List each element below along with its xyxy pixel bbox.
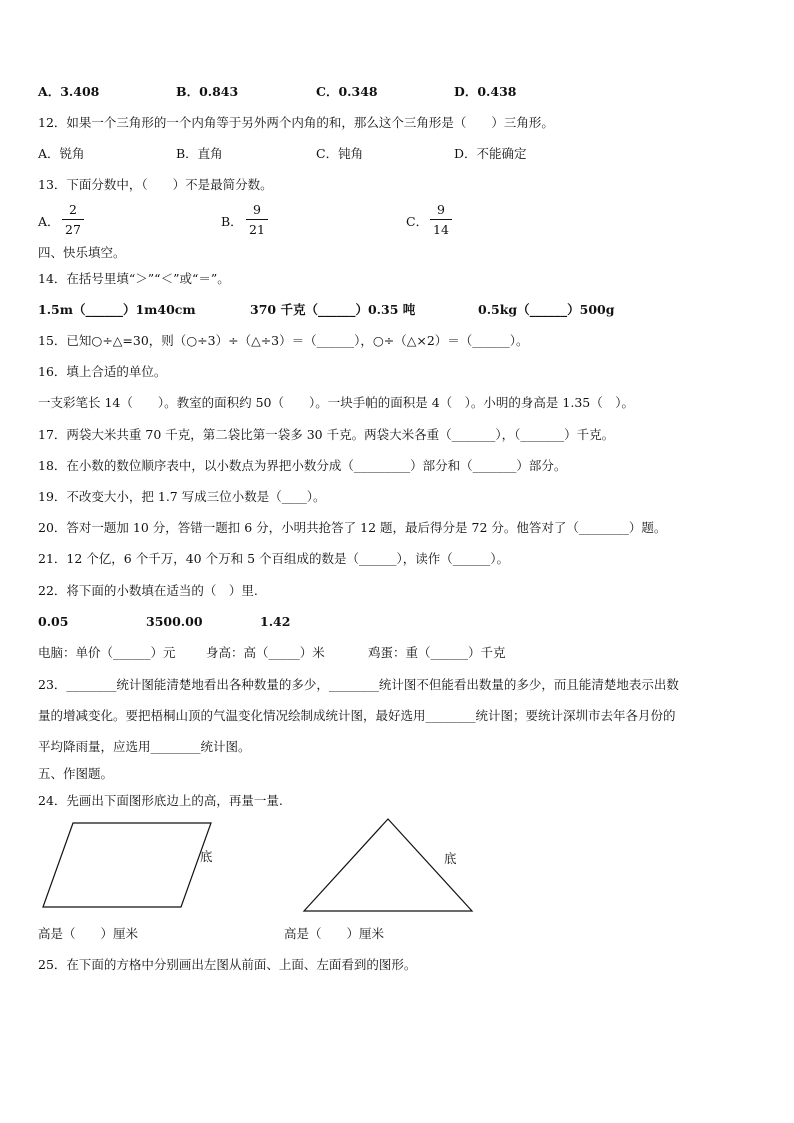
- q24-answer-parallelogram: 高是（ ）厘米: [38, 926, 139, 941]
- q12-option-c: C．钝角: [316, 146, 364, 161]
- q14-text: 14．在括号里填“＞”“＜”或“＝”。: [38, 271, 230, 286]
- fraction-denominator: 27: [65, 222, 81, 237]
- q14-item-1: 1.5m（______）1m40cm: [38, 302, 196, 317]
- q22-number-2: 3500.00: [146, 614, 203, 629]
- q16-text: 16．填上合适的单位。: [38, 364, 167, 379]
- q22-text: 22．将下面的小数填在适当的（ ）里.: [38, 583, 258, 598]
- parallelogram-base-label: 底: [200, 849, 213, 864]
- fraction-numerator: 9: [437, 202, 445, 217]
- q21-text: 21．12 个亿，6 个千万，40 个万和 5 个百组成的数是（______），读作（______）。: [38, 551, 509, 566]
- fraction-denominator: 14: [433, 222, 449, 237]
- q23-line-2: 量的增减变化。要把梧桐山顶的气温变化情况绘制成统计图，最好选用________统计图；要统计深圳市去年各月份的: [38, 708, 676, 723]
- q12-option-d: D．不能确定: [454, 146, 527, 161]
- q19-text: 19．不改变大小，把 1.7 写成三位小数是（____）。: [38, 489, 326, 504]
- q13-option-c-label: C．: [406, 214, 429, 229]
- section-4-heading: 四、快乐填空。: [38, 245, 126, 260]
- q24-answer-triangle: 高是（ ）厘米: [284, 926, 385, 941]
- q23-line-1: 23．________统计图能清楚地看出各种数量的多少，________统计图不但能看出数量的多少，而且能清楚地表示出数: [38, 677, 679, 692]
- q16-line: 一支彩笔长 14（ ）。教室的面积约 50（ ）。一块手帕的面积是 4（ ）。小明的身高是 1.35（ ）。: [38, 395, 634, 410]
- q14-item-3: 0.5kg（______）500g: [478, 302, 615, 317]
- q11-option-a: A．3.408: [38, 84, 100, 99]
- q15-text: 15．已知○÷△=30，则（○÷3）÷（△÷3）＝（______），○÷（△×2）＝（______）。: [38, 333, 529, 348]
- fraction-numerator: 2: [69, 202, 77, 217]
- q13-option-a-label: A．: [38, 214, 60, 229]
- q25-text: 25．在下面的方格中分别画出左图从前面、上面、左面看到的图形。: [38, 957, 417, 972]
- q23-line-3: 平均降雨量，应选用________统计图。: [38, 739, 251, 754]
- q24-text: 24．先画出下面图形底边上的高，再量一量.: [38, 793, 283, 808]
- q22-item-computer: 电脑：单价（______）元: [38, 645, 176, 660]
- parallelogram-figure: [43, 823, 211, 907]
- section-5-heading: 五、作图题。: [38, 766, 114, 781]
- triangle-base-label: 底: [444, 851, 457, 866]
- q12-text: 12．如果一个三角形的一个内角等于另外两个内角的和，那么这个三角形是（ ）三角形。: [38, 115, 554, 130]
- q12-option-b: B．直角: [176, 146, 223, 161]
- q14-item-2: 370 千克（______）0.35 吨: [250, 302, 416, 317]
- q18-text: 18．在小数的数位顺序表中，以小数点为界把小数分成（_________）部分和（_______）部分。: [38, 458, 567, 473]
- q22-item-egg: 鸡蛋：重（______）千克: [368, 645, 506, 660]
- q17-text: 17．两袋大米共重 70 千克，第二袋比第一袋多 30 千克。两袋大米各重（_______），（_______）千克。: [38, 427, 615, 442]
- q11-option-d: D．0.438: [454, 84, 517, 99]
- q22-number-1: 0.05: [38, 614, 69, 629]
- q11-option-b: B．0.843: [176, 84, 239, 99]
- q20-text: 20．答对一题加 10 分，答错一题扣 6 分，小明共抢答了 12 题，最后得分是 72 分。他答对了（________）题。: [38, 520, 667, 535]
- q13-text: 13．下面分数中，（ ）不是最简分数。: [38, 177, 273, 192]
- q22-number-3: 1.42: [260, 614, 291, 629]
- fraction-numerator: 9: [253, 202, 261, 217]
- q13-option-b-label: B．: [221, 214, 243, 229]
- q22-item-height: 身高：高（_____）米: [206, 645, 325, 660]
- q12-option-a: A．锐角: [38, 146, 85, 161]
- q11-option-c: C．0.348: [316, 84, 378, 99]
- fraction-denominator: 21: [249, 222, 265, 237]
